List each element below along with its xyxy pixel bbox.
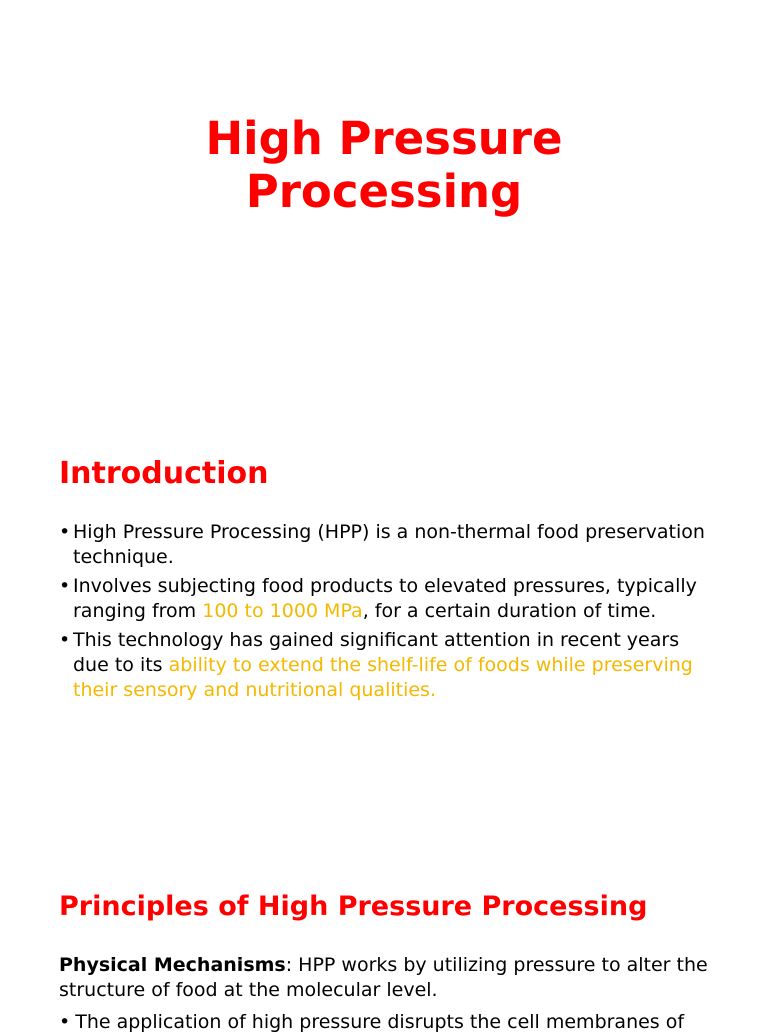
- document-title: [0, 112, 768, 218]
- bullet-text: High Pressure Processing (HPP) is a non-thermal food preservation technique.: [73, 521, 705, 568]
- bullet-text: Involves subjecting food products to elevated pressures, typically ranging from: [73, 575, 697, 622]
- list-item: [59, 628, 719, 703]
- mechanism-label: Physical Mechanisms: [59, 954, 286, 976]
- highlighted-pressure-range: 100 to 1000 MPa: [202, 600, 363, 622]
- list-item: [59, 574, 719, 624]
- introduction-bullet-list: [59, 520, 719, 707]
- introduction-heading: Introduction: [59, 456, 269, 491]
- bullet-icon: •: [59, 1011, 71, 1033]
- bullet-text-end: , for a certain duration of time.: [362, 600, 657, 622]
- physical-mechanisms-paragraph: [59, 953, 719, 1003]
- truncated-bullet-text: The application of high pressure disrupts the cell membranes of: [75, 1011, 685, 1033]
- bullet-icon: •: [59, 521, 71, 543]
- truncated-bullet: [59, 1010, 739, 1035]
- bullet-icon: •: [59, 575, 71, 597]
- bullet-icon: •: [59, 629, 71, 651]
- title-line-2: Processing: [245, 165, 523, 218]
- highlighted-benefit: ability to extend the shelf-life of foods while preserving their sensory and nutritional qualities.: [73, 654, 693, 701]
- principles-heading: Principles of High Pressure Processing: [59, 891, 648, 922]
- bullet-text: This technology has gained significant attention in recent years due to its: [73, 629, 680, 676]
- mechanism-text: : HPP works by utilizing pressure to alter the structure of food at the molecular level.: [59, 954, 708, 1001]
- list-item: [59, 520, 719, 570]
- title-line-1: High Pressure: [205, 112, 563, 165]
